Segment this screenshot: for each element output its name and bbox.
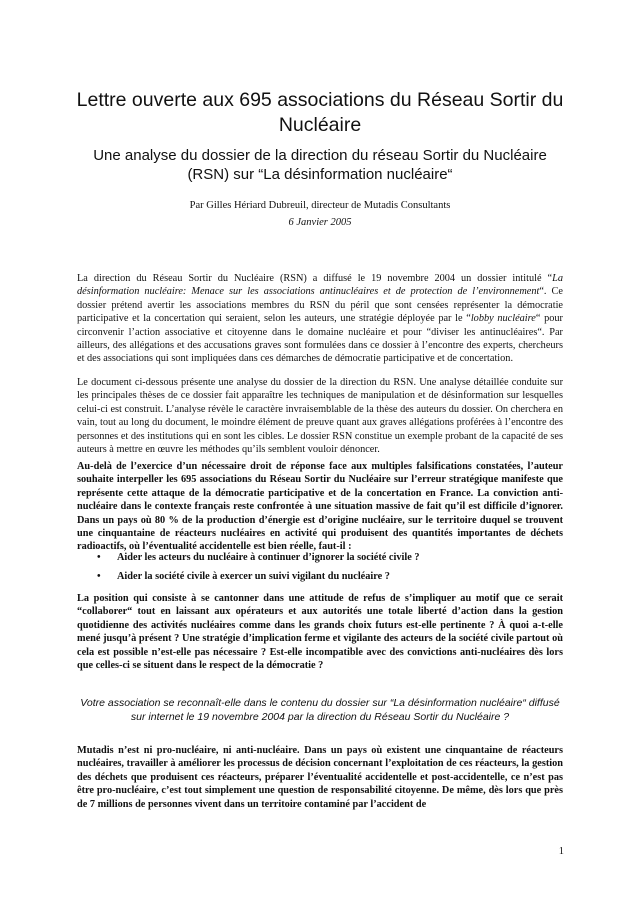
paragraph-intro-part-b: “. Ce dossier prétend avertir les associations membres du RSN du péril que sont censées représenter la démocratie participative et la concertation qui seraient, selon les auteurs, une stratégie déployée par le “ [77,286,563,325]
publication-date: 6 Janvier 2005 [288,217,352,228]
list-item [77,551,563,564]
paragraph-intro-part-a: La direction du Réseau Sortir du Nucléaire (RSN) a diffusé le 19 novembre 2004 un dossier intitulé “ [77,273,553,284]
highlighted-question: Votre association se reconnaît-elle dans le contenu du dossier sur “La désinformation nucléaire“ diffusé sur internet le 19 novembre 2004 par la direction du Réseau Sortir du Nucléaire ? [80,697,560,723]
bullet-icon: • [97,552,101,563]
bullet-text: Aider les acteurs du nucléaire à continuer d’ignorer la société civile ? [117,552,420,563]
list-item [77,570,563,583]
document-subtitle: Une analyse du dossier de la direction du réseau Sortir du Nucléaire (RSN) sur “La désinformation nucléaire“ [93,147,547,183]
paragraph-interpellation: Au-delà de l’exercice d’un nécessaire droit de réponse face aux multiples falsifications constatées, l’auteur souhaite interpeller les 695 associations du Réseau Sortir du Nucléaire sur l’erreur stratégique manifeste que représente cette attaque de la démocratie participative et de la concertation en France. La conviction anti-nucléaire dans le contexte français reste confrontée à une situation massive de fait qu’il est difficile d’ignorer. Dans un pays où 80 % de la production d’énergie est d’origine nucléaire, sur le territoire duquel se trouvent une cinquantaine de réacteurs nucléaires en activité qui produisent des quantités importantes de déchets radioactifs, où l’éventualité accidentelle est bien réelle, faut-il : [77,461,563,553]
author-line: Par Gilles Hériard Dubreuil, directeur de Mutadis Consultants [189,200,451,211]
question-bullet-list [77,551,563,590]
document-title: Lettre ouverte aux 695 associations du Réseau Sortir du Nucléaire [76,89,564,136]
paragraph-analysis: Le document ci-dessous présente une analyse du dossier de la direction du RSN. Une analyse détaillée conduite sur les principales thèses de ce dossier fait apparaître les techniques de manipulation et de désinformation sur lesquelles celui-ci est construit. L’analyse révèle le caractère invraisemblable de la thèse des auteurs du dossier. On cherchera en vain, tout au long du document, le moindre élément de preuve quant aux graves allégations proférées à l’encontre des personnes et des institutions qui en sont les cibles. Le dossier RSN constitue un exemple probant de la capacité de ses auteurs à mettre en œuvre les méthodes qu’ils semblent vouloir dénoncer. [77,377,563,456]
paragraph-intro [77,272,563,366]
bullet-icon: • [97,571,101,583]
lobby-nucleaire-italic: lobby nucléaire [470,313,536,325]
page-number: 1 [558,846,564,857]
paragraph-intro-part-c: “ pour circonvenir l’action associative et citoyenne dans le domaine nucléaire et pour “diviser les antinucléaires“. Par ailleurs, des allégations et des accusations graves sont formulées dans ce dossier à l’encontre des experts, chercheurs et des associations qui sont impliquées dans ces démarches de démocratie participative et de concertation. [77,313,563,365]
paragraph-mutadis: Mutadis n’est ni pro-nucléaire, ni anti-nucléaire. Dans un pays où existent une cinquantaine de réacteurs nucléaires, travailler à améliorer les processus de décision concernant l’exploitation de ces réacteurs, la gestion des déchets que produisent ces réacteurs, préparer l’éventualité accidentelle et post-accidentelle, ce n’est pas être pro-nucléaire, c’est tout simplement une question de responsabilité citoyenne. De même, dès lors que près de 7 millions de personnes vivent dans un territoire contaminé par l’accident de [77,745,563,810]
bullet-text: Aider la société civile à exercer un suivi vigilant du nucléaire ? [117,571,390,583]
paragraph-position: La position qui consiste à se cantonner dans une attitude de refus de s’impliquer au motif que ce serait “collaborer“ tout en laissant aux opérateurs et aux autorités une totale liberté d’action dans la gestion quotidienne des activités nucléaires comme dans les grands choix futurs est-elle pertinente ? À quoi a-t-elle mené jusqu’à présent ? Une stratégie d’implication ferme et vigilante des acteurs de la société civile partout où cela est possible n’est-elle pas nécessaire ? Est-elle incompatible avec des convictions anti-nucléaires dès lors que celles-ci se situent dans le respect de la démocratie ? [77,593,563,672]
dossier-title-italic: La désinformation nucléaire: Menace sur les associations antinucléaires et de protection de l’environnement [77,273,563,298]
